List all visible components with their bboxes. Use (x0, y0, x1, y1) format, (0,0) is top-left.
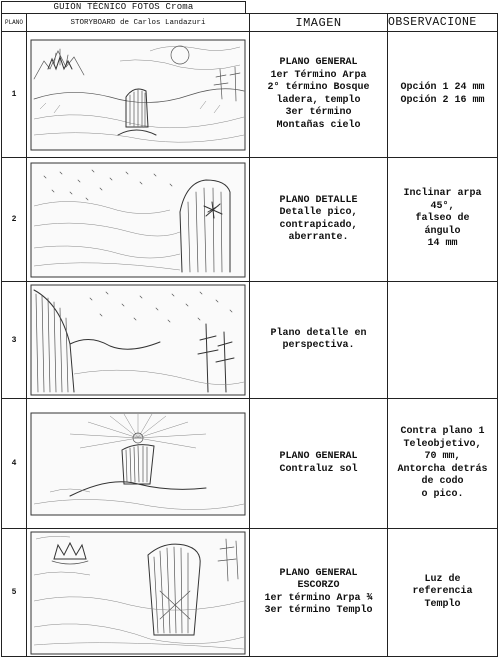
harp-foreshortening-sketch (30, 531, 246, 655)
imagen-description: PLANO GENERAL ESCORZO 1er término Arpa ¾ 3er término Templo (250, 529, 388, 657)
technical-script-sheet (1, 1, 498, 669)
plano-number: 4 (2, 399, 27, 529)
observaciones-text (388, 282, 498, 399)
storyboard-cell (27, 158, 250, 282)
harp-perspective-sketch (30, 284, 246, 396)
plano-number: 1 (2, 32, 27, 158)
harp-detail-sketch (30, 162, 246, 278)
header-imagen: IMAGEN (250, 14, 388, 32)
storyboard-cell (27, 32, 250, 158)
plano-number: 3 (2, 282, 27, 399)
table-row (2, 32, 498, 158)
header-observaciones: OBSERVACIONE (388, 14, 498, 32)
table-row (2, 529, 498, 657)
table-header-row (2, 14, 498, 32)
storyboard-cell (27, 399, 250, 529)
plano-number: 2 (2, 158, 27, 282)
imagen-description: PLANO DETALLE Detalle pico, contrapicado, aberrante. (250, 158, 388, 282)
sheet-title: GUIÓN TÉCNICO FOTOS Croma (1, 1, 246, 13)
header-storyboard: STORYBOARD de Carlos Landazuri (27, 14, 250, 32)
observaciones-text: Contra plano 1 Teleobjetivo, 70 mm, Antorcha detrás de codo o pico. (388, 399, 498, 529)
storyboard-table (1, 13, 498, 657)
harp-backlit-sketch (30, 412, 246, 516)
plano-number: 5 (2, 529, 27, 657)
storyboard-cell (27, 282, 250, 399)
observaciones-text: Inclinar arpa 45°, falseo de ángulo 14 mm (388, 158, 498, 282)
storyboard-cell (27, 529, 250, 657)
harp-landscape-sketch (30, 39, 246, 151)
table-row (2, 399, 498, 529)
table-row (2, 282, 498, 399)
imagen-description: Plano detalle en perspectiva. (250, 282, 388, 399)
table-row (2, 158, 498, 282)
observaciones-text: Opción 1 24 mm Opción 2 16 mm (388, 32, 498, 158)
imagen-description: PLANO GENERAL Contraluz sol (250, 399, 388, 529)
header-plano: PLANO (2, 14, 27, 32)
observaciones-text: Luz de referencia Templo (388, 529, 498, 657)
imagen-description: PLANO GENERAL 1er Término Arpa 2° término Bosque ladera, templo 3er término Montañas cielo (250, 32, 388, 158)
